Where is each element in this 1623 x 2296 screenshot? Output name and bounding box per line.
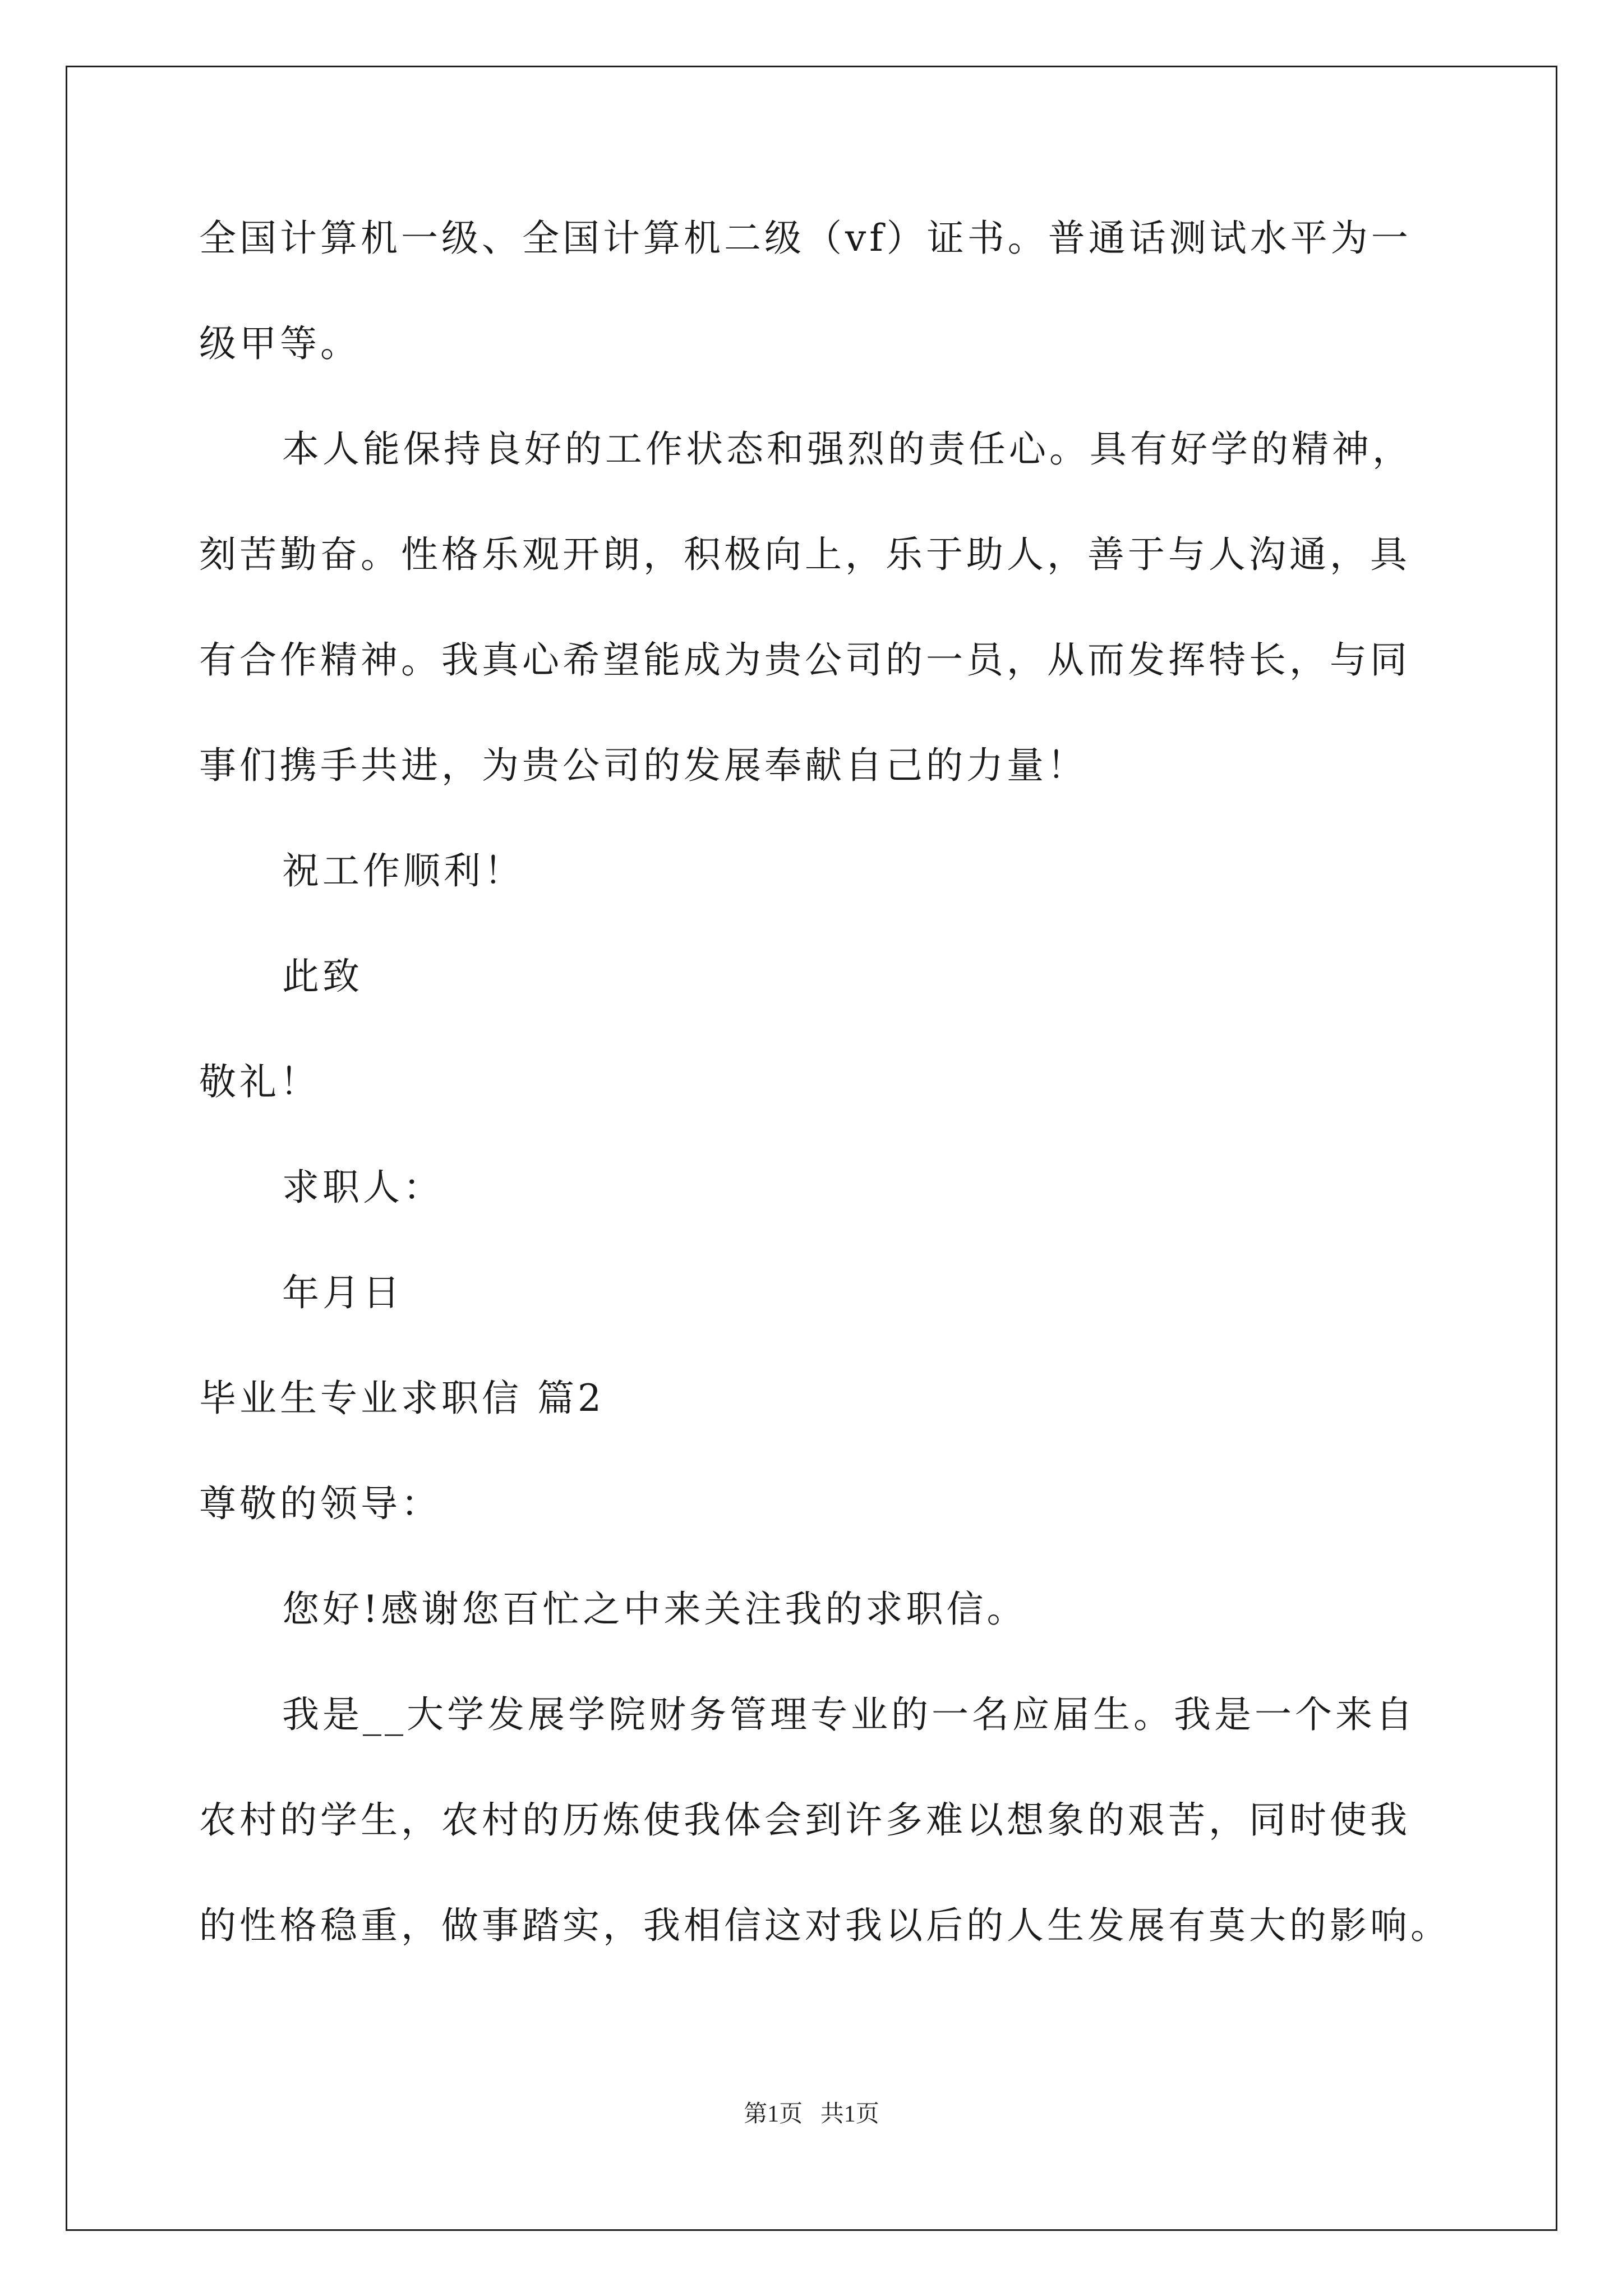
regards-line: 敬礼！ <box>199 1060 320 1103</box>
paragraph-line: 事们携手共进，为贵公司的发展奉献自己的力量！ <box>199 744 1087 787</box>
paragraph-line: 我是__大学发展学院财务管理专业的一名应届生。我是一个来自 <box>282 1693 1416 1736</box>
closing-wish: 祝工作顺利！ <box>282 849 524 892</box>
paragraph-line: 有合作精神。我真心希望能成为贵公司的一员，从而发挥特长，与同 <box>199 638 1410 682</box>
paragraph-line: 的性格稳重，做事踏实，我相信这对我以后的人生发展有莫大的影响。 <box>199 1904 1451 1947</box>
signature-label: 求职人： <box>282 1166 444 1209</box>
paragraph-line: 农村的学生，农村的历炼使我体会到许多难以想象的艰苦，同时使我 <box>199 1798 1410 1842</box>
salutation-closing: 此致 <box>282 955 363 998</box>
paragraph-line: 全国计算机一级、全国计算机二级（vf）证书。普通话测试水平为一 <box>199 217 1412 260</box>
date-line: 年月日 <box>282 1271 403 1314</box>
section-heading: 毕业生专业求职信 篇2 <box>199 1377 605 1420</box>
paragraph-line: 刻苦勤奋。性格乐观开朗，积极向上，乐于助人，善于与人沟通，具 <box>199 533 1410 576</box>
page-footer: 第1页 共1页 <box>744 2101 879 2127</box>
paragraph-line: 您好!感谢您百忙之中来关注我的求职信。 <box>282 1588 1027 1631</box>
greeting-line: 尊敬的领导： <box>199 1482 441 1525</box>
paragraph-line: 级甲等。 <box>199 322 361 365</box>
paragraph-line: 本人能保持良好的工作状态和强烈的责任心。具有好学的精神， <box>282 427 1413 471</box>
